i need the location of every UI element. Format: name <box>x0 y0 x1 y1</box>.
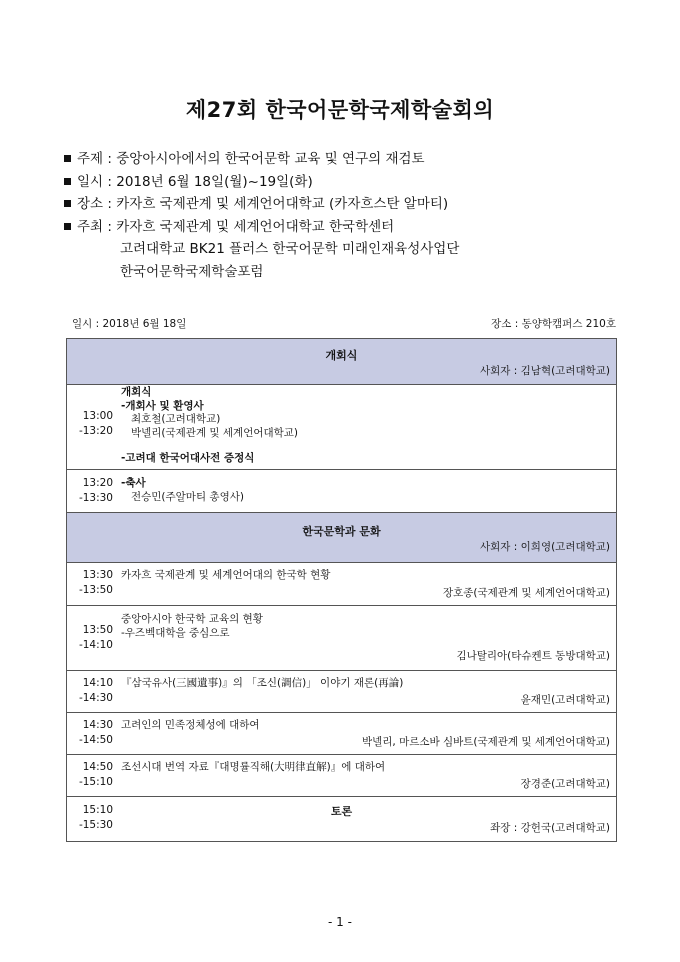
table-row <box>67 797 616 842</box>
table-row <box>67 470 616 513</box>
square-bullet-icon <box>64 178 71 185</box>
item-title: -고려대 한국어대사전 증정식 <box>121 452 255 464</box>
time-end: -15:30 <box>78 819 113 831</box>
row-topic-sub: -우즈벡대학을 중심으로 <box>121 626 230 639</box>
time-start: 13:20 <box>82 477 113 489</box>
schedule-place: 장소 : 동양학캠퍼스 210호 <box>491 318 616 330</box>
row-presenter: 좌장 : 강헌국(고려대학교) <box>490 822 610 834</box>
discussion-title: 토론 <box>330 805 353 818</box>
time-start: 14:10 <box>82 677 113 689</box>
section-header-opening <box>67 339 616 385</box>
section-title: 한국문학과 문화 <box>302 525 381 538</box>
info-value: 2018년 6월 18일(월)~19일(화) <box>116 173 313 190</box>
table-row <box>67 606 616 671</box>
info-row-date: 일시 : 2018년 6월 18일(월)~19일(화) <box>64 171 459 194</box>
page-title: 제27회 한국어문학국제학술회의 <box>185 98 495 122</box>
time-start: 15:10 <box>82 804 113 816</box>
table-row <box>67 671 616 713</box>
item-title: 개회식 <box>121 386 152 398</box>
row-presenter: 박넬리, 마르소바 심바트(국제관계 및 세계언어대학교) <box>361 736 610 748</box>
info-label: 일시 <box>77 173 104 190</box>
row-presenter: 장호종(국제관계 및 세계언어대학교) <box>442 587 610 599</box>
time-end: -14:30 <box>78 692 113 704</box>
info-label: 주최 <box>77 218 104 235</box>
time-end: -13:50 <box>78 584 113 596</box>
item-title: -개회사 및 환영사 <box>121 399 204 412</box>
item-person: 박넬리(국제관계 및 세계언어대학교) <box>131 426 299 439</box>
item-person: 전승민(주알마티 총영사) <box>131 490 244 503</box>
item-person: 최호철(고려대학교) <box>131 413 221 425</box>
time-start: 13:00 <box>82 410 113 422</box>
time-end: -15:10 <box>78 776 113 788</box>
row-topic: 조선시대 번역 자료『대명률직해(大明律直解)』에 대하여 <box>121 761 386 773</box>
info-host-cont: 한국어문학국제학술포럼 <box>120 263 264 280</box>
table-row <box>67 563 616 606</box>
row-topic: 고려인의 민족정체성에 대하여 <box>121 719 260 731</box>
info-value: 카자흐 국제관계 및 세계언어대학교 한국학센터 <box>116 218 395 235</box>
item-title: -축사 <box>121 477 146 489</box>
row-content <box>121 477 610 504</box>
time-start: 14:50 <box>82 761 113 773</box>
time-start: 13:30 <box>82 569 113 581</box>
row-topic: 『삼국유사(三國遺事)』의 「조신(調信)」 이야기 재론(再論) <box>121 677 404 689</box>
section-host: 사회자 : 이희영(고려대학교) <box>480 541 610 553</box>
info-value: 중앙아시아에서의 한국어문학 교육 및 연구의 재검토 <box>116 151 425 167</box>
square-bullet-icon <box>64 223 71 230</box>
time-end: -14:10 <box>78 639 113 651</box>
info-label: 장소 <box>77 196 104 212</box>
time-end: -14:50 <box>78 734 113 746</box>
row-presenter: 장경준(고려대학교) <box>520 778 610 790</box>
time-end: -13:20 <box>78 425 113 437</box>
row-presenter: 윤재민(고려대학교) <box>520 694 610 706</box>
time-end: -13:30 <box>78 492 113 504</box>
info-row-place: 장소 : 카자흐 국제관계 및 세계언어대학교 (카자흐스탄 알마티) <box>64 193 459 216</box>
conference-info <box>64 148 459 283</box>
time-start: 13:50 <box>82 624 113 636</box>
row-presenter: 김나탈리아(타슈켄트 동방대학교) <box>456 650 610 662</box>
info-value: 카자흐 국제관계 및 세계언어대학교 (카자흐스탄 알마티) <box>116 196 449 212</box>
table-row <box>67 713 616 755</box>
info-label: 주제 <box>77 151 104 167</box>
schedule-date: 일시 : 2018년 6월 18일 <box>72 318 187 330</box>
table-row <box>67 385 616 470</box>
info-row-host: 주최 : 카자흐 국제관계 및 세계언어대학교 한국학센터 <box>64 216 459 239</box>
section-title: 개회식 <box>325 349 358 362</box>
row-topic: 중앙아시아 한국학 교육의 현황 <box>121 613 263 625</box>
square-bullet-icon <box>64 155 71 162</box>
info-host-cont: 고려대학교 BK21 플러스 한국어문학 미래인재육성사업단 <box>120 241 460 257</box>
time-start: 14:30 <box>82 719 113 731</box>
info-row-theme: 주제 : 중앙아시아에서의 한국어문학 교육 및 연구의 재검토 <box>64 148 459 171</box>
row-content <box>121 613 610 640</box>
page-number: - 1 - <box>328 915 352 929</box>
section-host: 사회자 : 김남혁(고려대학교) <box>480 365 610 377</box>
schedule-table <box>66 338 617 842</box>
square-bullet-icon <box>64 200 71 207</box>
section-header-literature <box>67 513 616 563</box>
row-topic: 카자흐 국제관계 및 세계언어대의 한국학 현황 <box>121 569 331 581</box>
table-row <box>67 755 616 797</box>
row-content <box>121 386 610 466</box>
